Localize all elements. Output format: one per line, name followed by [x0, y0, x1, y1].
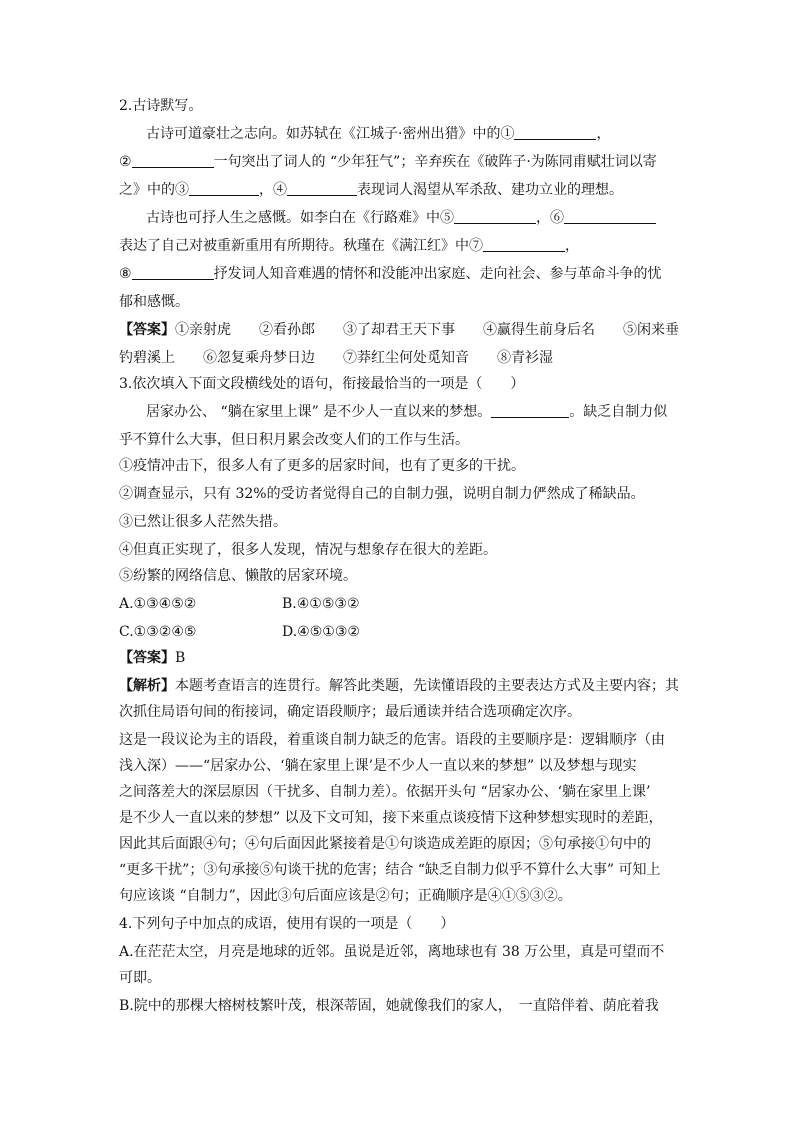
q2-p2-line3	[119, 264, 662, 284]
answer-label: 【答案】	[119, 322, 175, 338]
q2-title: 2.古诗默写。	[119, 98, 203, 114]
q3-analysis-line5: 之间落差大的深层原因（干扰多、自制力差）。依据开头句 “居家办公、‘躺在家里上课’	[119, 784, 651, 800]
q3-analysis-line3: 这是一段议论为主的语段，着重谈自制力缺乏的危害。语段的主要顺序是：逻辑顺序（由	[119, 732, 665, 748]
fill-blank-7[interactable]	[483, 237, 565, 252]
fill-blank-2[interactable]	[132, 153, 214, 168]
q3-answer	[119, 648, 185, 668]
q2-p2-text: ，⑥	[536, 210, 564, 226]
q2-p2-line1	[146, 208, 656, 228]
q3-option-a[interactable]: A.①③④⑤②	[119, 596, 197, 612]
q4-option-b-line1[interactable]: B.院中的那棵大榕树枝繁叶茂，根深蒂固，她就像我们的家人， 一直陪伴着、荫庇着我	[119, 998, 659, 1014]
q3-stem-text: 居家办公、 “躺在家里上课” 是不少人一直以来的梦想。	[146, 404, 492, 420]
q2-p2-text: ，	[565, 238, 579, 254]
q2-p2-line2	[119, 236, 579, 256]
q4-option-a-line2: 可即。	[119, 970, 161, 986]
q3-analysis-line4: 浅入深）——“居家办公、‘躺在家里上课’是不少人一直以来的梦想” 以及梦想与现实	[119, 758, 637, 774]
q3-sentence-3: ③已然让很多人茫然失措。	[119, 514, 287, 530]
q2-p1-line3	[119, 180, 623, 200]
q2-p2-line4: 郁和感慨。	[119, 294, 189, 310]
q3-analysis-line1	[119, 676, 679, 696]
q2-p2-text: 古诗也可抒人生之感慨。如李白在《行路难》中⑤	[146, 210, 454, 226]
answer-value: B	[175, 650, 186, 666]
q2-p2-text: 表达了自己对被重新重用有所期待。秋瑾在《满江红》中⑦	[119, 238, 483, 254]
q3-analysis-line9: 句应该谈 “自制力”，因此③句后面应该是②句；正确顺序是④①⑤③②。	[119, 888, 572, 904]
q3-sentence-2: ②调查显示，只有 32%的受访者觉得自己的自制力强，说明自制力俨然成了稀缺品。	[119, 486, 645, 502]
q2-p1-text: ，④	[259, 182, 287, 198]
q3-analysis-line6: 是不少人一直以来的梦想” 以及下文可知，接下来重点谈疫情下这种梦想实现时的差距，	[119, 810, 663, 826]
q3-analysis-line8: “更多干扰”；③句承接⑤句谈干扰的危害；结合 “缺乏自制力似乎不算什么大事” 可知上	[119, 862, 661, 878]
analysis-text: 本题考查语言的连贯行。解答此类题，先读懂语段的主要表达方式及主要内容；其	[175, 678, 679, 694]
q2-answer-line2: 钓碧溪上 ⑥忽复乘舟梦日边 ⑦莽红尘何处觅知音 ⑧青衫湿	[119, 350, 553, 366]
q2-p1-text: 表现词人渴望从军杀敌、建功立业的理想。	[357, 182, 623, 198]
q2-p1-text: ，	[596, 126, 611, 142]
q3-analysis-line7: 因此其后面跟④句；④句后面因此紧接着是①句谈造成差距的原因；⑤句承接①句中的	[119, 836, 651, 852]
q2-p1-line1	[146, 124, 610, 144]
analysis-label: 【解析】	[119, 678, 175, 694]
q2-p2-text: ⑧	[119, 266, 132, 282]
q3-sentence-4: ④但真正实现了，很多人发现，情况与想象存在很大的差距。	[119, 542, 497, 558]
q2-p1-text: ②	[119, 154, 132, 170]
fill-blank-8[interactable]	[132, 265, 214, 280]
q3-stem-line1	[146, 402, 667, 422]
q2-p1-text: 一句突出了词人的 “少年狂气”；辛弃疾在《破阵子·为陈同甫赋壮词以寄	[213, 154, 657, 170]
q3-stem-text: 。缺乏自制力似	[569, 404, 668, 420]
fill-blank-1[interactable]	[514, 125, 596, 140]
q3-stem-line2: 乎不算什么大事，但日积月累会改变人们的工作与生活。	[119, 432, 469, 448]
answer-label: 【答案】	[119, 650, 175, 666]
q3-sentence-1: ①疫情冲击下，很多人有了更多的居家时间，也有了更多的干扰。	[119, 458, 525, 474]
q4-title: 4.下列句子中加点的成语，使用有误的一项是（ ）	[119, 916, 455, 932]
q3-option-d[interactable]: D.④⑤①③②	[282, 624, 360, 640]
fill-blank-4[interactable]	[287, 181, 357, 196]
q2-answer-line1	[119, 320, 679, 340]
q2-p1-line2	[119, 152, 657, 172]
q3-option-b[interactable]: B.④①⑤③②	[282, 596, 360, 612]
fill-blank-5[interactable]	[454, 209, 536, 224]
q3-sentence-5: ⑤纷繁的网络信息、懒散的居家环境。	[119, 568, 357, 584]
fill-blank-q3[interactable]	[491, 403, 569, 418]
q4-option-a-line1[interactable]: A.在茫茫太空，月亮是地球的近邻。虽说是近邻，离地球也有 38 万公里，真是可望而不	[119, 944, 665, 960]
q2-p1-text: 古诗可道豪壮之志向。如苏轼在《江城子·密州出猎》中的①	[146, 126, 515, 142]
q2-p2-text: 抒发词人知音难遇的情怀和没能冲出家庭、走向社会、参与革命斗争的忧	[213, 266, 662, 282]
answer-text: ①亲射虎 ②看孙郎 ③了却君王天下事 ④赢得生前身后名 ⑤闲来垂	[175, 322, 679, 338]
fill-blank-6[interactable]	[564, 209, 656, 224]
q3-title: 3.依次填入下面文段横线处的语句，衔接最恰当的一项是（ ）	[119, 376, 525, 392]
fill-blank-3[interactable]	[189, 181, 259, 196]
q3-analysis-line2: 次抓住局语句间的衔接词，确定语段顺序；最后通读并结合选项确定次序。	[119, 704, 581, 720]
q3-option-c[interactable]: C.①③②④⑤	[119, 624, 197, 640]
q2-p1-text: 之》中的③	[119, 182, 189, 198]
